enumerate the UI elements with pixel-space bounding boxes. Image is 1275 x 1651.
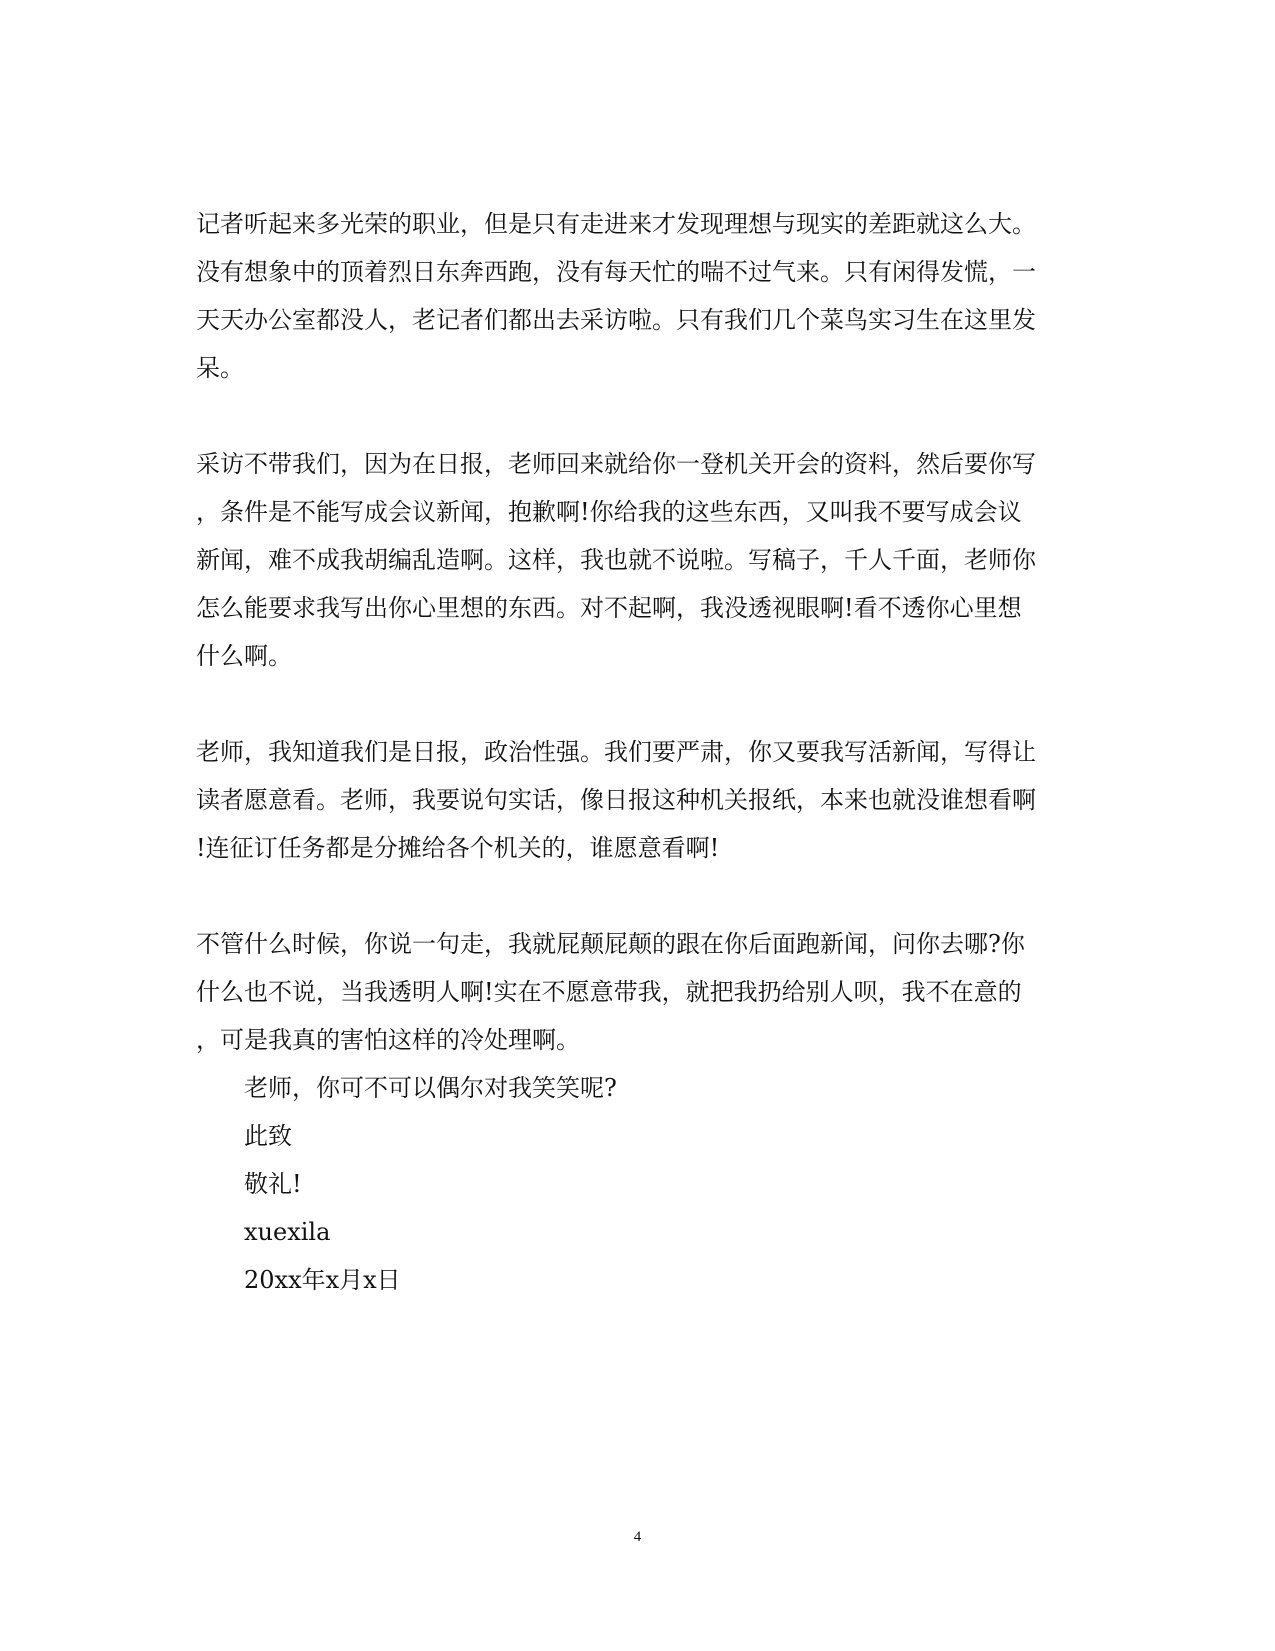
paragraph-4	[196, 920, 1076, 1064]
text-line: 新闻，难不成我胡编乱造啊。这样，我也就不说啦。写稿子，千人千面，老师你	[196, 546, 1036, 574]
text-line: ，可是我真的害怕这样的冷处理啊。	[196, 1026, 580, 1054]
letter-date: 20xx年x月x日	[244, 1266, 401, 1294]
text-line: 呆。	[196, 354, 244, 382]
paragraph-gap	[196, 872, 1076, 920]
text-line: ，条件是不能写成会议新闻，抱歉啊!你给我的这些东西，又叫我不要写成会议	[196, 498, 1022, 526]
paragraph-gap	[196, 680, 1076, 728]
closing-salutation-1: 此致	[244, 1122, 292, 1150]
paragraph-3	[196, 728, 1076, 872]
text-line: 天天办公室都没人，老记者们都出去采访啦。只有我们几个菜鸟实习生在这里发	[196, 306, 1036, 334]
page-number: 4	[633, 1529, 642, 1545]
text-line: 怎么能要求我写出你心里想的东西。对不起啊，我没透视眼啊!看不透你心里想	[196, 594, 1022, 622]
paragraph-2	[196, 440, 1076, 680]
closing-question: 老师，你可不可以偶尔对我笑笑呢?	[244, 1074, 617, 1102]
paragraph-gap	[196, 392, 1076, 440]
text-line: 什么也不说，当我透明人啊!实在不愿意带我，就把我扔给别人呗，我不在意的	[196, 978, 1022, 1006]
text-line: !连征订任务都是分摊给各个机关的，谁愿意看啊!	[196, 834, 720, 862]
text-line: 采访不带我们，因为在日报，老师回来就给你一登机关开会的资料，然后要你写	[196, 450, 1036, 478]
text-line: 老师，我知道我们是日报，政治性强。我们要严肃，你又要我写活新闻，写得让	[196, 738, 1036, 766]
text-line: 什么啊。	[196, 642, 292, 670]
text-line: 不管什么时候，你说一句走，我就屁颠屁颠的跟在你后面跑新闻，问你去哪?你	[196, 930, 1025, 958]
text-line: 读者愿意看。老师，我要说句实话，像日报这种机关报纸，本来也就没谁想看啊	[196, 786, 1036, 814]
letter-body	[196, 200, 1076, 1304]
signature: xuexila	[244, 1218, 331, 1246]
text-line: 没有想象中的顶着烈日东奔西跑，没有每天忙的喘不过气来。只有闲得发慌，一	[196, 258, 1036, 286]
letter-closing	[196, 1064, 1076, 1304]
closing-salutation-2: 敬礼!	[244, 1170, 302, 1198]
paragraph-1	[196, 200, 1076, 392]
text-line: 记者听起来多光荣的职业，但是只有走进来才发现理想与现实的差距就这么大。	[196, 210, 1036, 238]
